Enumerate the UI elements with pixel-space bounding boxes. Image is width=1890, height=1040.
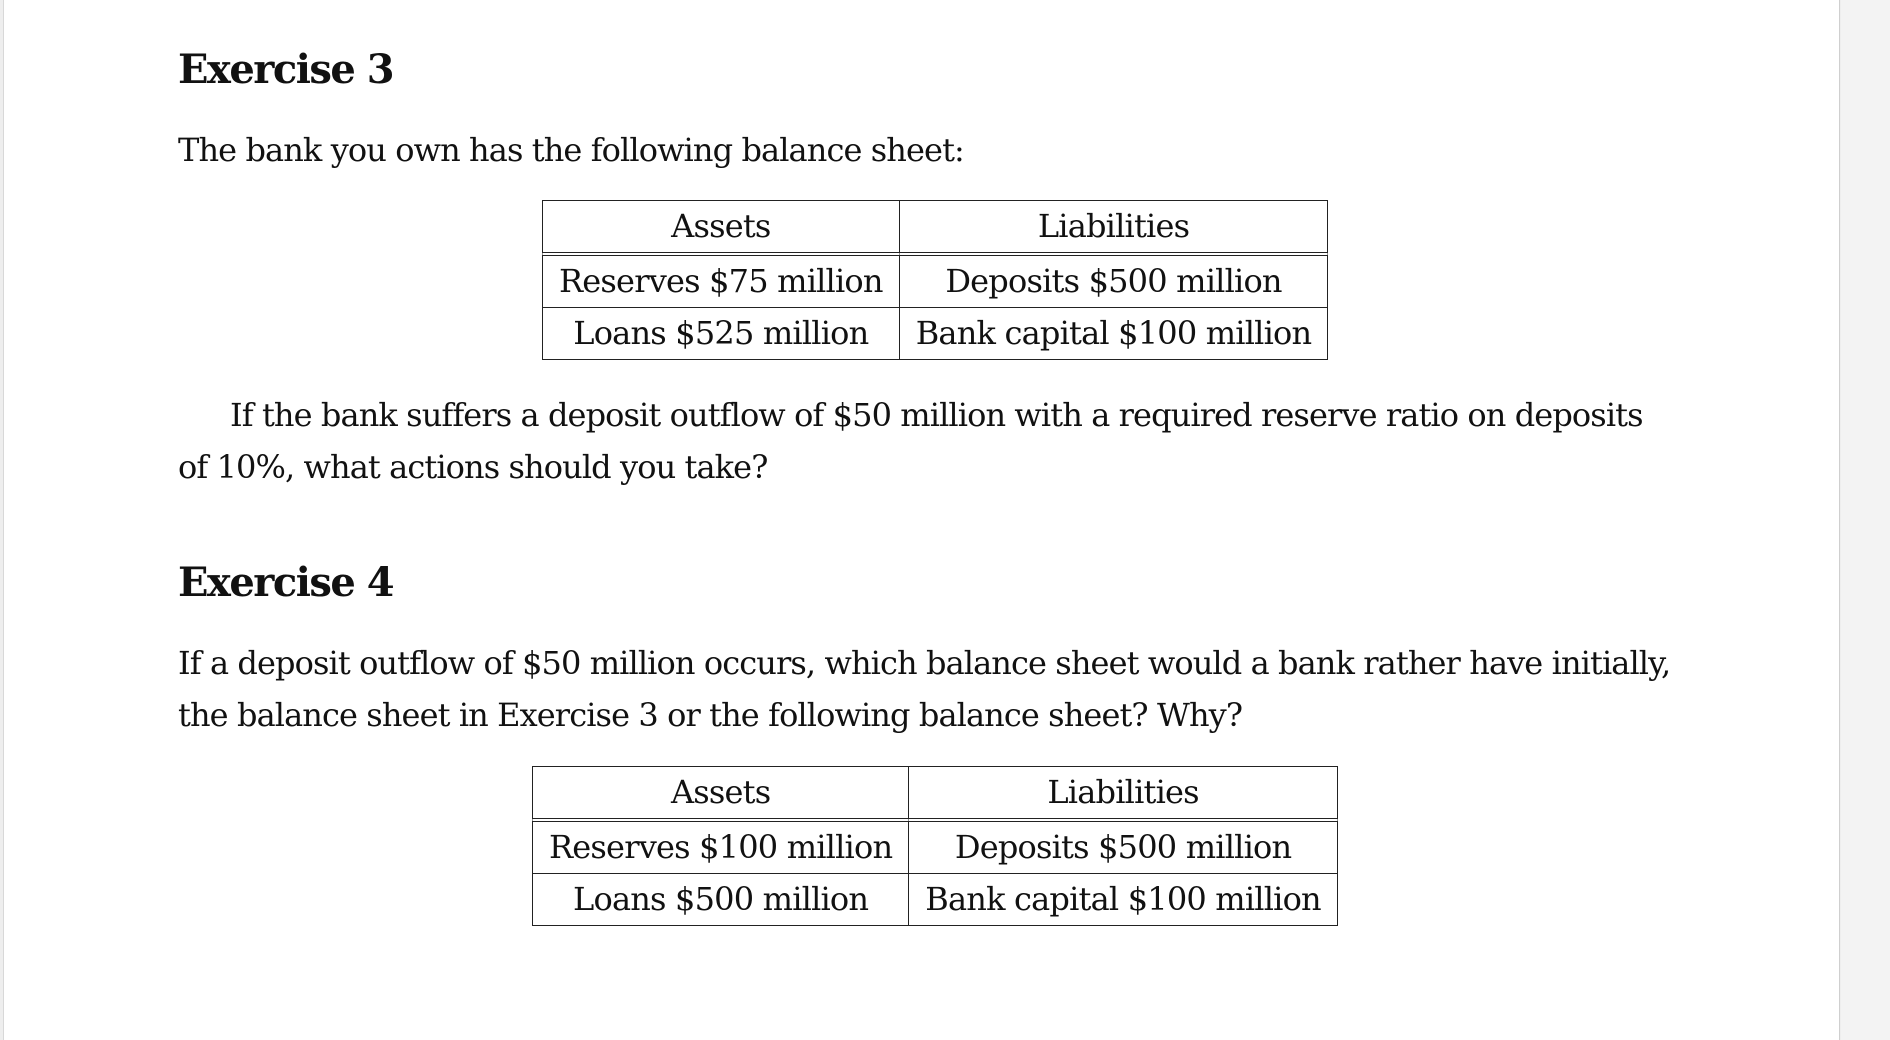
table-cell: Bank capital $100 million [909, 874, 1338, 926]
table-header-row [532, 766, 1338, 822]
table-header-row [542, 200, 1328, 256]
viewer-right-gutter [1841, 0, 1890, 1040]
table-cell: Deposits $500 million [909, 822, 1338, 874]
liabilities-header: Liabilities [900, 200, 1329, 256]
table-cell: Reserves $75 million [542, 256, 900, 308]
table-row [542, 256, 1328, 308]
table-cell: Loans $525 million [542, 308, 900, 360]
table-cell: Reserves $100 million [532, 822, 909, 874]
exercise-3-question: If the bank suffers a deposit outflow of $50 million with a required reserve ratio on deposits of 10%, what actions should you take? [178, 396, 1643, 486]
exercise-4-question: If a deposit outflow of $50 million occurs, which balance sheet would a bank rather have initially, the balance sheet in Exercise 3 or the following balance sheet? Why? [178, 644, 1671, 734]
document-page [3, 0, 1840, 1040]
table-row [532, 822, 1338, 874]
exercise-4-title: Exercise 4 [178, 559, 394, 606]
table-cell: Bank capital $100 million [900, 308, 1329, 360]
exercise-3-intro: The bank you own has the following balance sheet: [178, 131, 964, 169]
table-cell: Deposits $500 million [900, 256, 1329, 308]
table-cell: Loans $500 million [532, 874, 909, 926]
table-row [542, 308, 1328, 360]
assets-header: Assets [532, 766, 909, 822]
liabilities-header: Liabilities [909, 766, 1338, 822]
exercise-3-balance-sheet [542, 200, 1328, 360]
table-row [532, 874, 1338, 926]
exercise-4-balance-sheet [532, 766, 1338, 926]
exercise-3-title: Exercise 3 [178, 46, 394, 93]
assets-header: Assets [542, 200, 900, 256]
